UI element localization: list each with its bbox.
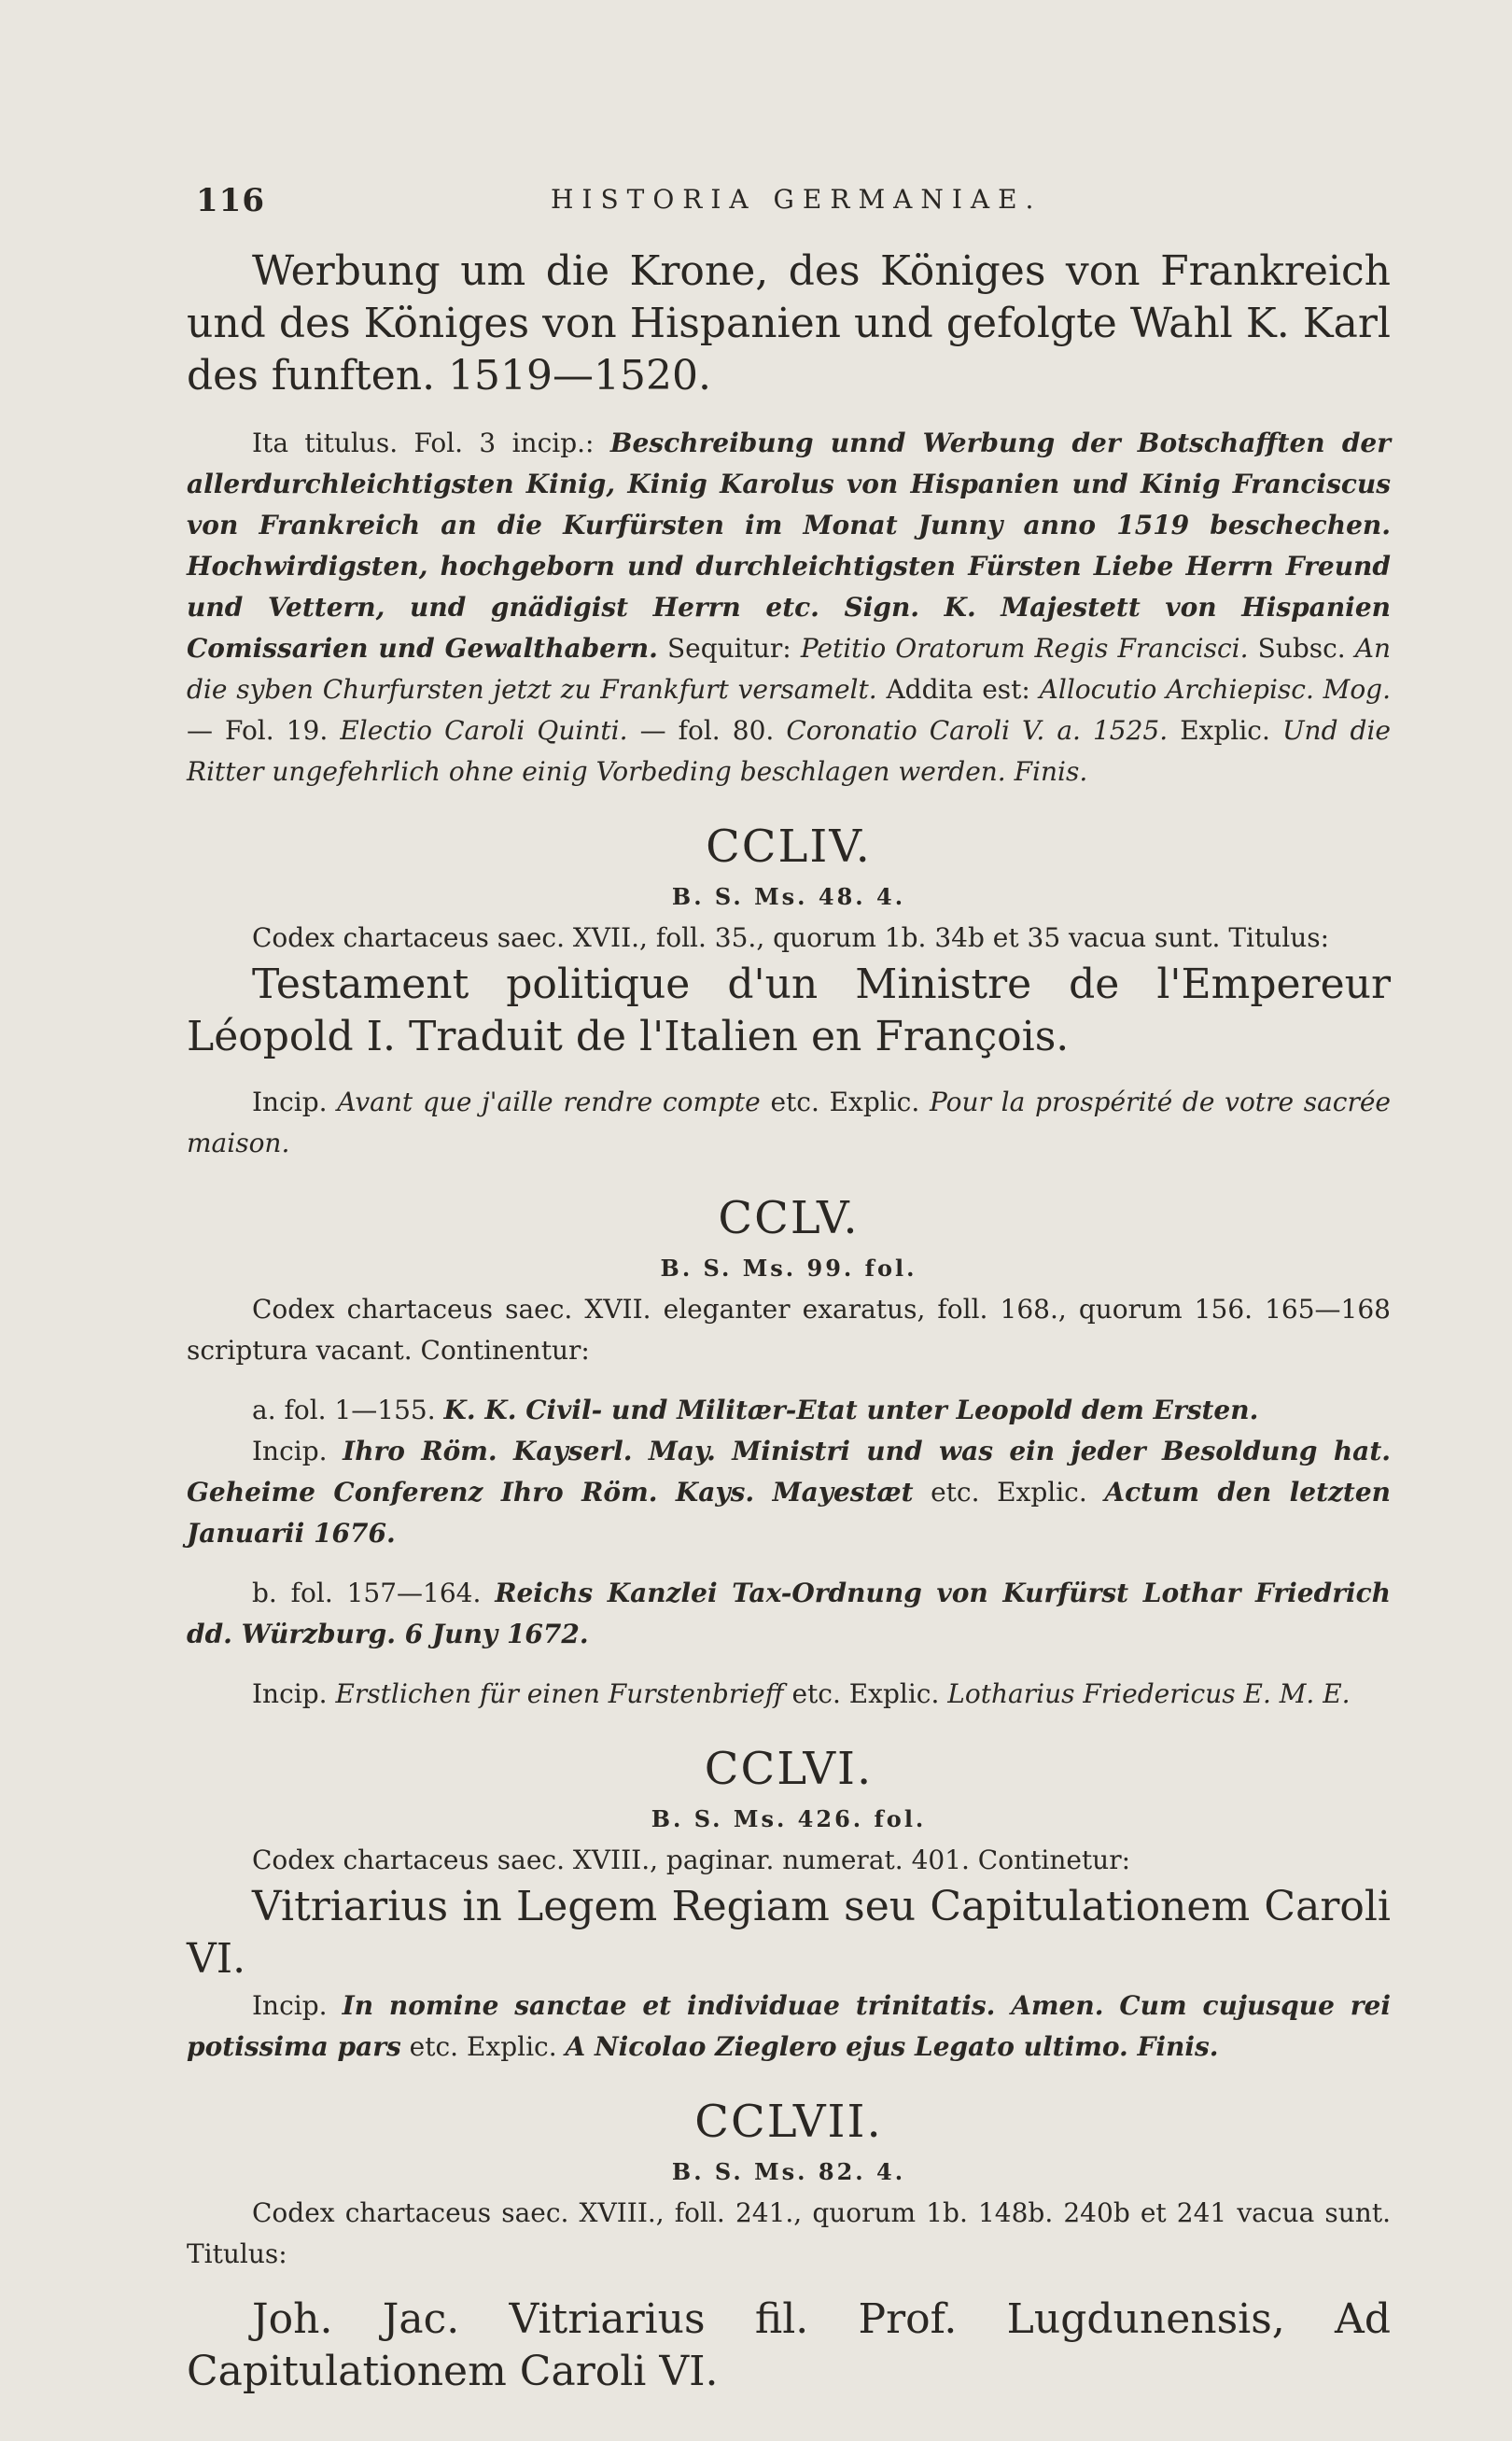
explic-label: etc. Explic. (931, 1477, 1087, 1508)
item-b-label: b. fol. 157—164. (252, 1578, 482, 1608)
shelfmark-257: B. S. Ms. 82. 4. (671, 2158, 906, 2185)
entry-number-255: CCLV. (718, 1192, 860, 1244)
entry-number-256: CCLVI. (704, 1743, 874, 1795)
section-heading: Werbung um die Krone, des Königes von Frankreich und des Königes von Hispanien und gefolgte Wahl K. Karl des funften. 1519—1520. (187, 247, 1391, 400)
description-255: Codex chartaceus saec. XVII. eleganter exaratus, foll. 168., quorum 156. 165—168 scriptura vacant. Continentur: (187, 1294, 1391, 1366)
intro-paragraph (187, 423, 1391, 793)
description-257: Codex chartaceus saec. XVIII., foll. 241., quorum 1b. 148b. 240b et 241 vacua sunt. Titulus: (187, 2197, 1391, 2269)
entry-number-254: CCLIV. (706, 821, 872, 873)
explicit-text: Actum den letzten Januarii 1676. (187, 1477, 1392, 1549)
intro-explic: Und die Ritter ungefehrlich ohne einig Vorbeding beschlagen werden. Finis. (187, 715, 1391, 787)
incipit-text: In nomine sanctae et individuae trinitatis. Amen. Cum cujusque rei potissima pars (187, 1990, 1391, 2062)
intro-label: Ita titulus. Fol. 3 incip.: (252, 428, 595, 458)
incip-label: Incip. (252, 1436, 328, 1466)
incipit-256 (187, 1985, 1391, 2068)
explic-label: etc. Explic. (791, 1678, 940, 1709)
incipit-text: Avant que j'aille rendre compte (337, 1087, 761, 1117)
explicit-text: A Nicolao Zieglero ejus Legato ultimo. Finis. (565, 2031, 1219, 2062)
explic-label: etc. Explic. (770, 1087, 920, 1117)
running-title: HISTORIA GERMANIAE. (551, 184, 1043, 215)
incipit-254 (187, 1082, 1391, 1164)
item-b-255 (187, 1573, 1391, 1655)
incip-label: Incip. (252, 1678, 328, 1709)
intro-title: Beschreibung unnd Werbung der Botschafften der allerdurchleichtigsten Kinig, Kinig Karolus von Hispanien und Kinig Franciscus von Frankreich an die Kurfürsten im Monat Junny anno 1519 beschechen. Hochwirdigsten, hochgeborn und durchleichtigsten Fürsten Liebe Herrn Freund und Vettern, und gnädigist Herrn etc. Sign. K. Majestett von Hispanien Comissarien und Gewalthabern. (187, 428, 1391, 664)
description-254: Codex chartaceus saec. XVII., foll. 35., quorum 1b. 34b et 35 vacua sunt. Titulus: (252, 922, 1330, 953)
intro-subsc: An die syben Churfursten jetzt zu Frankfurt versamelt. (187, 633, 1392, 705)
explicit-text: Pour la prospérité de votre sacrée maison. (187, 1087, 1391, 1158)
item-a-title: K. K. Civil- und Militær-Etat unter Leopold dem Ersten. (443, 1395, 1259, 1425)
shelfmark-255: B. S. Ms. 99. fol. (660, 1255, 917, 1282)
intro-subsc-label: Subsc. (1257, 633, 1346, 664)
running-head (187, 182, 1391, 238)
title-256: Vitriarius in Legem Regiam seu Capitulationem Caroli VI. (187, 1883, 1391, 1983)
item-b-incipit-255 (187, 1674, 1391, 1715)
item-a-incipit-255 (187, 1431, 1391, 1554)
title-257: Joh. Jac. Vitriarius fil. Prof. Lugdunensis, Ad Capitulationem Caroli VI. (187, 2295, 1391, 2395)
explic-label: etc. Explic. (409, 2031, 557, 2062)
description-256: Codex chartaceus saec. XVIII., paginar. numerat. 401. Continetur: (252, 1845, 1131, 1875)
page-number: 116 (196, 182, 265, 219)
shelfmark-254: B. S. Ms. 48. 4. (671, 883, 906, 910)
incipit-text: Ihro Röm. Kayserl. May. Ministri und was ein jeder Besoldung hat. Geheime Conferenz Ihro Röm. Kays. Mayestæt (187, 1436, 1391, 1508)
item-b-title: Reichs Kanzlei Tax-Ordnung von Kurfürst Lothar Friedrich dd. Würzburg. 6 Juny 1672. (187, 1578, 1391, 1649)
intro-fol-19: — Fol. 19. (187, 715, 329, 746)
incip-label: Incip. (252, 1087, 328, 1117)
intro-allocutio: Allocutio Archiepisc. Mog. (1039, 674, 1392, 705)
title-254: Testament politique d'un Ministre de l'Empereur Léopold I. Traduit de l'Italien en François. (187, 961, 1391, 1060)
intro-addita-label: Addita est: (886, 674, 1030, 705)
intro-fol-80: — fol. 80. (639, 715, 775, 746)
item-a-label: a. fol. 1—155. (252, 1395, 436, 1425)
explicit-text: Lotharius Friedericus E. M. E. (947, 1678, 1351, 1709)
incip-label: Incip. (252, 1990, 328, 2021)
page-content (187, 182, 1391, 2398)
shelfmark-256: B. S. Ms. 426. fol. (651, 1805, 927, 1832)
intro-explic-label: Explic. (1180, 715, 1270, 746)
intro-coronatio: Coronatio Caroli V. a. 1525. (786, 715, 1169, 746)
entry-number-257: CCLVII. (694, 2096, 883, 2148)
intro-sequitur: Sequitur: (666, 633, 791, 664)
incipit-text: Erstlichen für einen Furstenbrieff (335, 1678, 784, 1709)
item-a-255 (187, 1390, 1391, 1431)
intro-electio: Electio Caroli Quinti. (340, 715, 628, 746)
intro-petitio: Petitio Oratorum Regis Francisci. (800, 633, 1249, 664)
